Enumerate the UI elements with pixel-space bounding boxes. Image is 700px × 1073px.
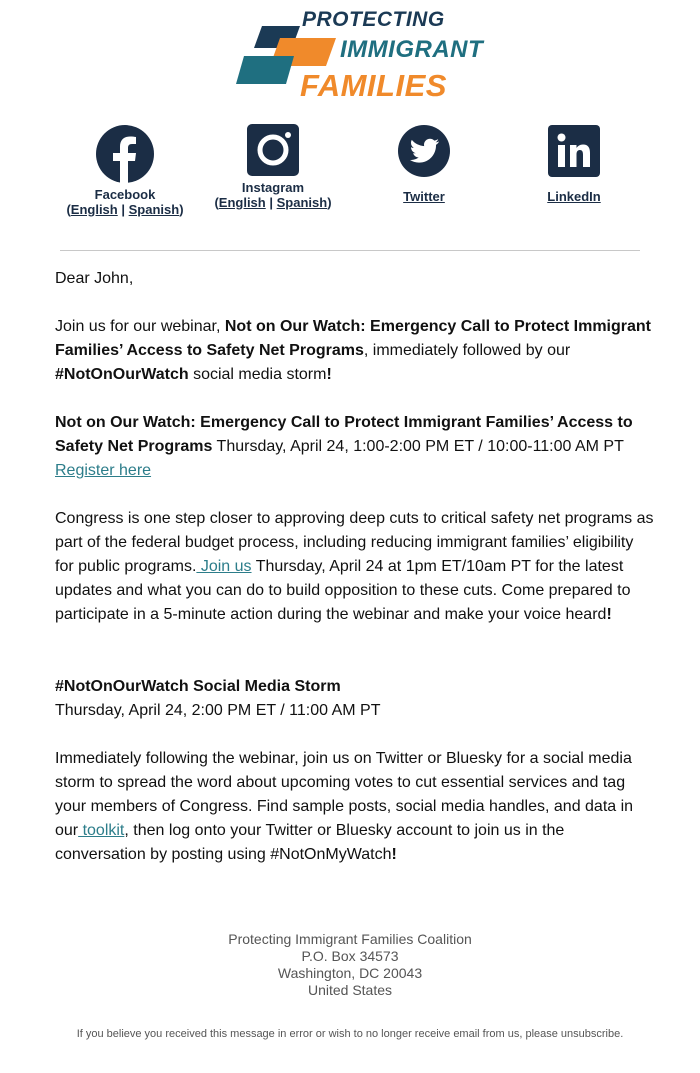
hashtag-inline: #NotOnOurWatch <box>55 366 189 383</box>
twitter-link[interactable]: Twitter <box>403 189 445 204</box>
footer-country: United States <box>307 982 393 998</box>
social-facebook <box>55 125 195 217</box>
footer-city: Washington, DC 20043 <box>277 965 423 981</box>
header-divider <box>60 250 640 251</box>
instagram-links: (English | Spanish) <box>214 195 332 210</box>
instagram-spanish-link[interactable]: Spanish <box>276 195 328 210</box>
webinar-event <box>55 411 655 483</box>
instagram-label: Instagram <box>241 180 305 195</box>
webinar-time: Thursday, April 24, 1:00-2:00 PM ET / 10:00-11:00 AM PT <box>212 438 624 455</box>
register-link[interactable]: Register here <box>55 462 152 479</box>
storm-title: #NotOnOurWatch Social Media Storm <box>55 678 341 695</box>
social-twitter <box>374 125 474 204</box>
storm-time: Thursday, April 24, 2:00 PM ET / 11:00 AM PT <box>55 702 381 719</box>
webinar-title: Not on Our Watch: Emergency Call to Protect Immigrant Families’ Access to Safety Net Programs <box>55 414 633 455</box>
footer-po: P.O. Box 34573 <box>301 948 399 964</box>
facebook-links: (English | Spanish) <box>66 202 184 217</box>
facebook-english-link[interactable]: English <box>70 202 118 217</box>
storm-section <box>55 675 655 723</box>
logo-text-immigrant: IMMIGRANT <box>340 36 484 63</box>
logo-teal-shape <box>236 56 294 84</box>
social-linkedin <box>524 125 624 204</box>
facebook-icon[interactable] <box>96 125 154 183</box>
linkedin-icon[interactable] <box>548 125 600 177</box>
facebook-spanish-link[interactable]: Spanish <box>128 202 180 217</box>
instagram-icon[interactable] <box>247 124 299 176</box>
webinar-title-inline: Not on Our Watch: Emergency Call to Protect Immigrant Families’ Access to Safety Net Programs <box>55 318 651 359</box>
facebook-label: Facebook <box>94 187 156 202</box>
twitter-icon[interactable] <box>398 125 450 177</box>
toolkit-link[interactable]: toolkit <box>78 822 125 839</box>
logo-text-families: FAMILIES <box>300 68 447 103</box>
social-instagram <box>203 124 343 210</box>
join-us-link[interactable]: Join us <box>196 558 252 575</box>
congress-paragraph: Congress is one step closer to approving deep cuts to critical safety net programs as part of the federal budget process, including reducing immigrant families’ eligibility for public programs. Join us Thursday, April 24 at 1pm ET/10am PT for the latest updates and what you can do to build opposition to these cuts. Come prepared to participate in a 5-minute action during the webinar and make your voice heard! <box>55 510 654 623</box>
intro-paragraph: Join us for our webinar, Not on Our Watch: Emergency Call to Protect Immigrant Families’ Access to Safety Net Programs, immediately followed by our #NotOnOurWatch social media storm! <box>55 318 651 383</box>
pif-logo <box>232 6 484 106</box>
unsubscribe-note[interactable]: If you believe you received this message in error or wish to no longer receive email from us, please unsubscribe. <box>76 1028 624 1040</box>
linkedin-link[interactable]: LinkedIn <box>547 189 601 204</box>
footer-address <box>0 931 700 999</box>
instagram-english-link[interactable]: English <box>218 195 266 210</box>
logo-text-protecting: PROTECTING <box>302 8 445 31</box>
storm-paragraph: Immediately following the webinar, join us on Twitter or Bluesky for a social media storm to spread the word about upcoming votes to cut essential services and tag your members of Congress. Find sample posts, social media handles, and data in our toolkit, then log onto your Twitter or Bluesky account to join us in the conversation by posting using #NotOnMyWatch! <box>55 750 634 863</box>
greeting: Dear John, <box>55 270 134 287</box>
footer-org: Protecting Immigrant Families Coalition <box>228 931 472 947</box>
